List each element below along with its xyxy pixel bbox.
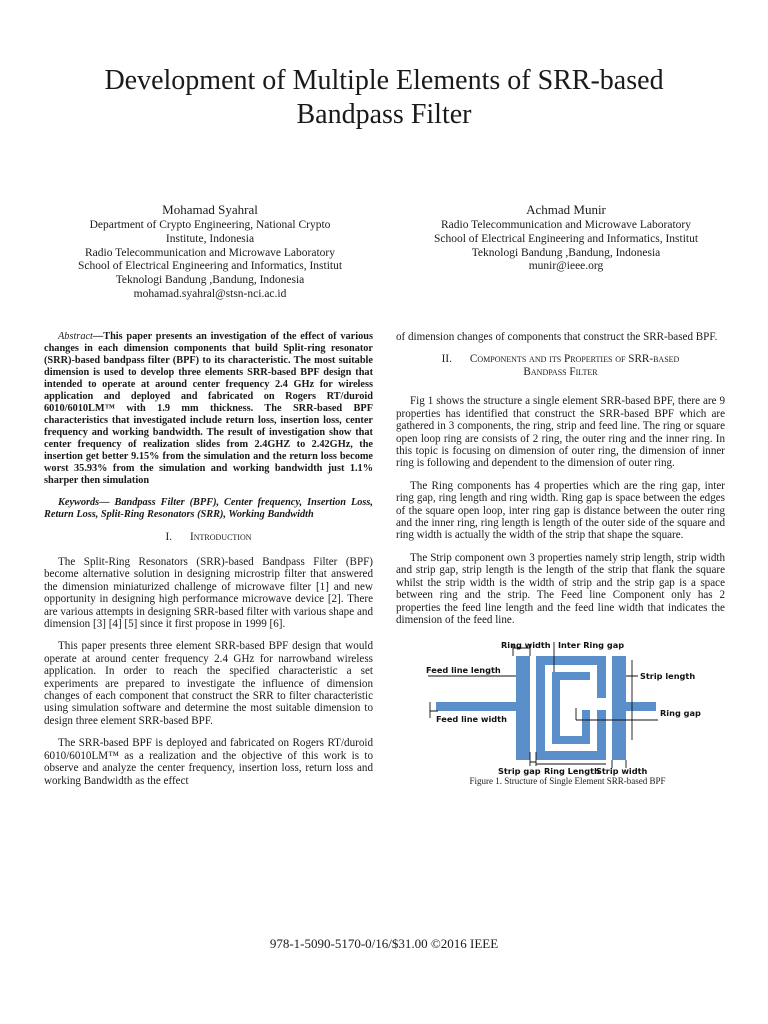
affiliation-line: Department of Crypto Engineering, National Crypto [89,219,331,231]
right-column [396,331,725,797]
label-feed-line-width: Feed line width [435,714,507,725]
left-column [44,331,373,797]
inner-ring-top [552,672,590,680]
inner-ring-right [582,710,590,736]
abstract [44,331,373,487]
inner-ring-bottom [552,736,590,744]
affiliation-line: Radio Telecommunication and Microwave Laboratory [441,219,691,231]
inner-ring-left [552,680,560,740]
label-ring-width: Ring width [500,640,551,651]
label-inter-ring-gap: Inter Ring gap [557,640,624,651]
label-ring-length: Ring Length [543,766,600,777]
paragraph: The SRR-based BPF is deployed and fabricated on Rogers RT/duroid 6010/6010LM™ as a realization and the objective of this work is to observe and analyze the center frequency, insertion loss, return loss and working Bandwidth as the effect [44,737,373,787]
affiliation-line: Institute, Indonesia [165,232,255,245]
label-feed-line-length: Feed line length [425,665,501,676]
affiliation-line: Teknologi Bandung ,Bandung, Indonesia [115,274,305,287]
affiliation-line: School of Electrical Engineering and Informatics, Institut [77,260,343,273]
figure-srr-structure [416,636,706,776]
affiliation-line: Radio Telecommunication and Microwave Laboratory [85,246,335,259]
paragraph: The Strip component own 3 properties namely strip length, strip width and strip gap, strip length is the length of the strip that flank the square whilst the strip width is the width of strip and the strip gap is a space between ring and the strip. The Feed line Component only has 2 properties the feed line length and the feed line width that indicates the dimension of the feed line. [396,551,725,626]
author-email: munir@ieee.org [528,260,604,273]
author-email: mohamad.syahral@stsn-nci.ac.id [133,287,287,300]
section-heading-components [396,353,725,379]
feed-line-right [626,702,656,711]
author-name: Achmad Munir [526,202,606,217]
author-block-2 [396,201,736,274]
strip-left [516,656,530,760]
section-title: Introduction [190,531,252,543]
copyright-footer: 978-1-5090-5170-0/16/$31.00 ©2016 IEEE [269,936,499,951]
abstract-text: This paper presents an investigation of the effect of various changes in each dimension components that build Split-ring resonator (SRR)-based bandpass filter (BPF) to its characteristic. The most suitable dimension is used to develop three elements SRR-based BPF design that intended to operate at around center frequency 2.4 GHz for wireless application and deployed and fabricated on Rogers RT/duroid 6010/6010LM™ with 1.9 mm thickness. The SRR-based BPF characteristics that investigated include return loss, insertion loss, center frequency and working bandwidth. The result of investigation show that center frequency of realization slides from 2.4GHZ to 2.42GHz, the insertion get better 9.15% from the simulation and the return loss become worst 35.93% from the simulation and working bandwidth just 1.1% sharper then simulation [44,331,373,486]
paragraph: Fig 1 shows the structure a single element SRR-based BPF, there are 9 properties has identified that construct the SRR-based BPF which are gathered in 3 components, the ring, strip and feed line. The ring or square open loop ring are consists of 2 ring, the outer ring and the inner ring. In this topic is focusing on dimension of outer ring, the dimension of inner ring is following and dependent to the dimension of outer ring. [396,395,725,470]
paragraph-continuation: of dimension changes of components that construct the SRR-based BPF. [396,331,718,343]
feed-line-left [436,702,516,711]
figure-caption: Figure 1. Structure of Single Element SRR-based BPF [469,776,666,787]
outer-ring-bottom [536,751,606,760]
author-block-1 [40,201,380,302]
strip-length-marker [626,660,638,740]
keywords: Keywords— Bandpass Filter (BPF), Center frequency, Insertion Loss, Return Loss, Split-Ring Resonators (SRR), Working Bandwidth [44,497,373,520]
title-line-2: Bandpass Filter [296,99,472,130]
title-line-1: Development of Multiple Elements of SRR-based [104,65,664,96]
label-ring-gap: Ring gap [659,708,701,719]
outer-ring-right-lower [597,710,606,751]
section-heading-introduction [44,531,373,544]
outer-ring-right-upper [597,665,606,698]
abstract-label: Abstract [58,331,93,342]
srr-structure-diagram [416,636,706,776]
abstract-dash: — [92,331,104,342]
section-title: Components and its Properties of SRR-based [469,353,680,366]
paragraph: The Ring components has 4 properties which are the ring gap, inter ring gap, ring length and ring width. Ring gap is space between the edges of the square open loop, inter ring gap is distance between the outer ring and the inner ring, ring length is length of the outer side of the square and ring width is actually the width of the strip that shape the square. [396,479,725,542]
affiliation-line: Teknologi Bandung ,Bandung, Indonesia [471,246,661,259]
label-strip-width: Strip width [595,766,647,777]
strip-gap-marker [530,752,536,766]
paper-title [40,64,728,132]
section-number: II. [441,353,452,366]
label-strip-gap: Strip gap [497,766,541,777]
author-name: Mohamad Syahral [162,202,258,217]
section-number: I. [165,531,173,543]
affiliation-line: School of Electrical Engineering and Informatics, Institut [433,232,699,245]
paragraph: This paper presents three element SRR-based BPF design that would operate at around center frequency 2.4 GHz for narrowband wireless application. In order to reach the specified characteristic a set experiments are prepared to investigate the influence of dimension changes of each component that construct the SRR to filter characteristic using simulation software and determine the most suitable dimension to design three element SRR-based BPF. [44,640,373,727]
strip-right [612,656,626,760]
paragraph: The Split-Ring Resonators (SRR)-based Bandpass Filter (BPF) become alternative solution in designing microstrip filter that answered the dimension miniaturized challenge of microwave filter [1] and new opportunity in designing high performance microwave device [2]. There are various attempts in designing SRR-based filter with various shape and dimension [3] [4] [5] since it first propose in 1999 [6]. [44,556,373,631]
outer-ring-top [536,656,606,665]
section-title-cont: Bandpass Filter [523,366,598,379]
label-strip-length: Strip length [639,671,695,682]
outer-ring-left [536,665,545,751]
